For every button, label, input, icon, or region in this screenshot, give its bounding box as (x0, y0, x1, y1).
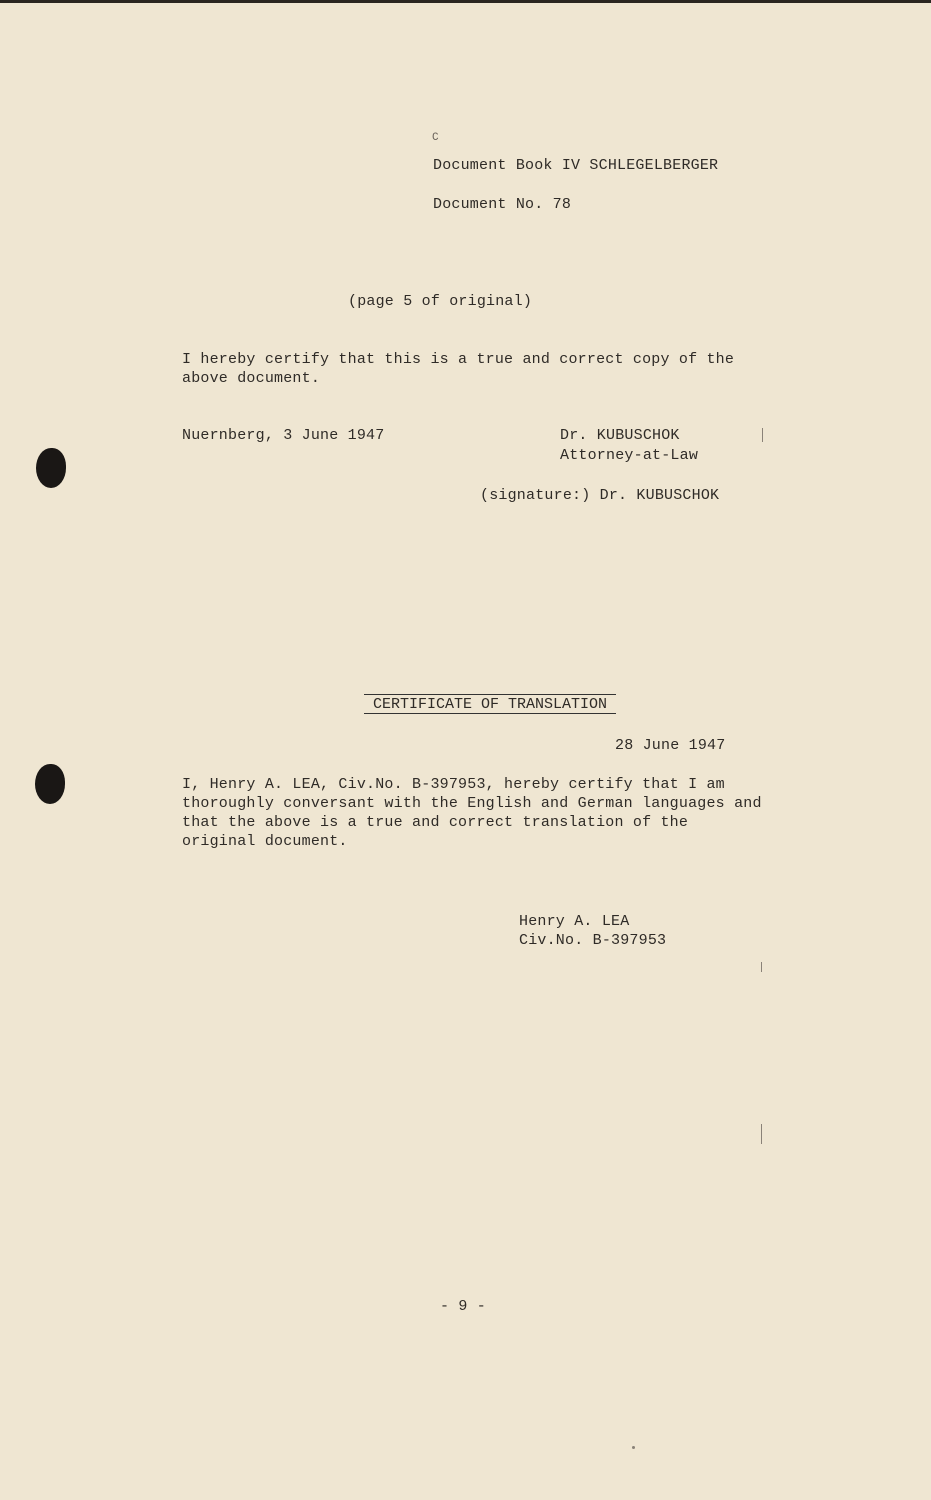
scan-speck (761, 962, 762, 972)
scan-speck (762, 428, 763, 442)
document-number: Document No. 78 (433, 196, 572, 213)
certificate-line-1: I, Henry A. LEA, Civ.No. B-397953, hereby certify that I am (182, 776, 725, 793)
certify-line-2: above document. (182, 370, 321, 387)
certify-line-1: I hereby certify that this is a true and correct copy of the (182, 351, 735, 368)
certificate-line-3: that the above is a true and correct translation of the (182, 814, 689, 831)
punch-hole-icon (35, 764, 65, 804)
certificate-date: 28 June 1947 (615, 737, 726, 754)
place-date: Nuernberg, 3 June 1947 (182, 427, 385, 444)
attorney-name: Dr. KUBUSCHOK (560, 427, 680, 444)
punch-hole-icon (36, 448, 66, 488)
signature-line: (signature:) Dr. KUBUSCHOK (480, 487, 720, 504)
translator-name: Henry A. LEA (519, 913, 630, 930)
certificate-title: CERTIFICATE OF TRANSLATION (364, 694, 616, 714)
scan-speck (632, 1446, 635, 1449)
page-number: - 9 - (440, 1298, 487, 1315)
document-book-title: Document Book IV SCHLEGELBERGER (433, 157, 719, 174)
translator-civ-number: Civ.No. B-397953 (519, 932, 667, 949)
certificate-line-4: original document. (182, 833, 348, 850)
header-mark: C (432, 132, 439, 144)
attorney-title: Attorney-at-Law (560, 447, 699, 464)
scan-top-edge (0, 0, 931, 3)
page-reference: (page 5 of original) (348, 293, 533, 310)
certificate-line-2: thoroughly conversant with the English and German languages and (182, 795, 762, 812)
scan-speck (761, 1124, 762, 1144)
